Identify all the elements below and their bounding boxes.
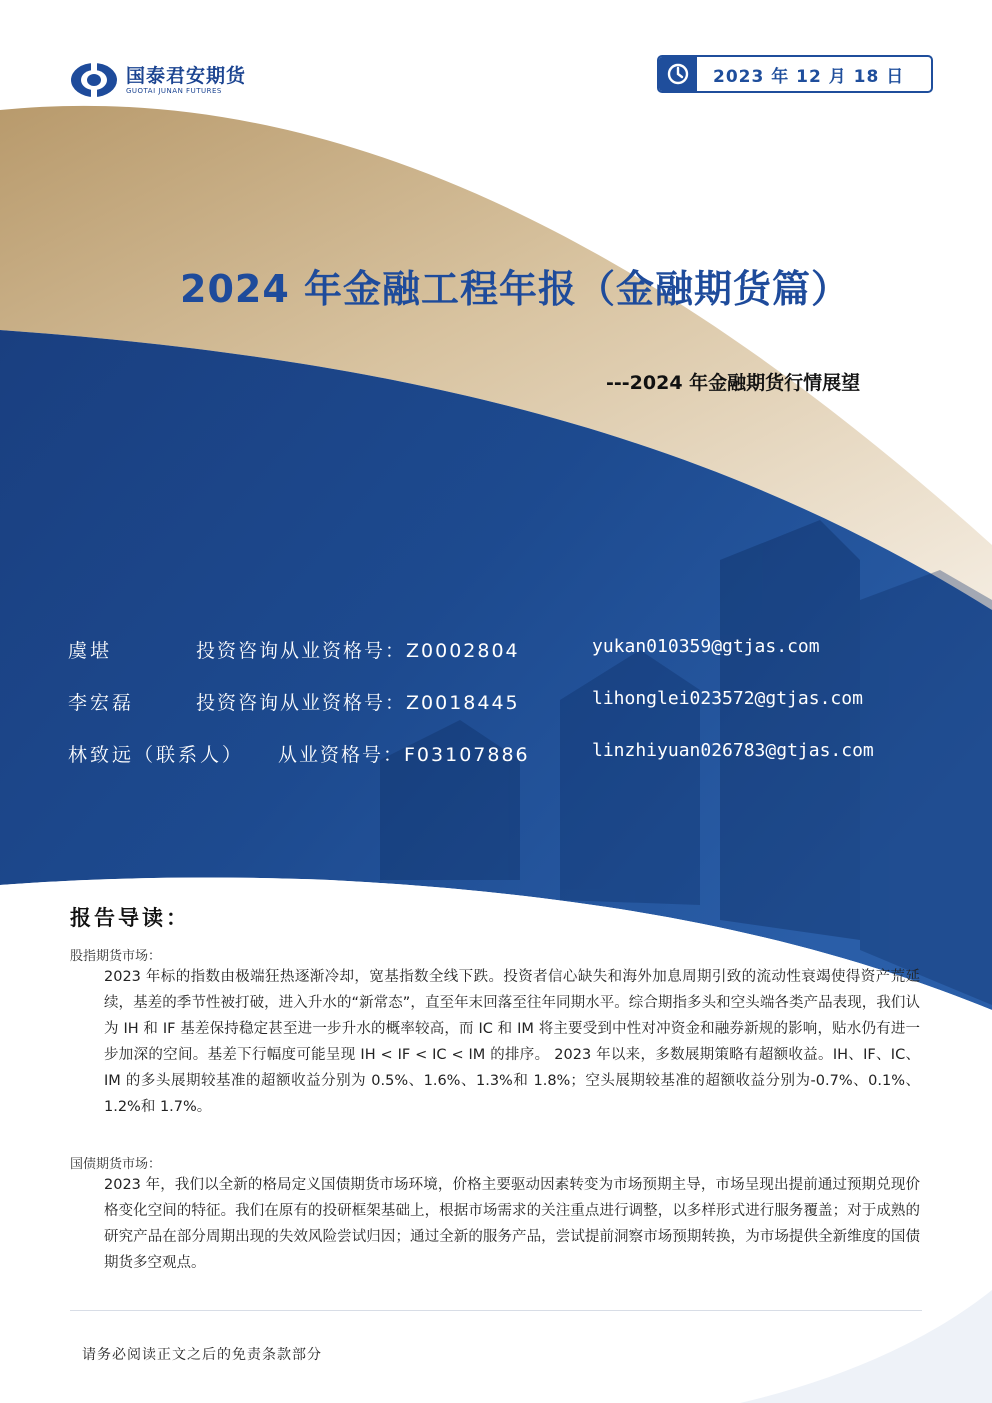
section-label-bond-futures: 国债期货市场：	[70, 1157, 162, 1172]
brand-logo-icon	[70, 62, 118, 98]
analyst-email: linzhiyuan026783@gtjas.com	[592, 740, 874, 761]
section-text-bond-futures: 2023 年，我们以全新的格局定义国债期货市场环境，价格主要驱动因素转变为市场预期主导，市场呈现出提前通过预期兑现价格变化空间的特征。我们在原有的投研框架基础上，根据市场需求的关注重点进行调整，以多样形式进行服务覆盖；对于成熟的研究产品在部分周期出现的失效风险尝试归因；通过全新的服务产品，尝试提前洞察市场预期转换，为市场提供全新维度的国债期货多空观点。	[104, 1177, 920, 1271]
report-date-badge	[657, 55, 933, 93]
report-date: 2023 年 12 月 18 日	[713, 66, 905, 87]
building-shape	[860, 570, 992, 1005]
analyst-license: 从业资格号：F03107886	[278, 744, 530, 766]
footer-divider	[70, 1310, 922, 1311]
analyst-email: yukan010359@gtjas.com	[592, 636, 820, 657]
analyst-name: 虞堪	[68, 640, 113, 662]
report-title: 2024 年金融工程年报（金融期货篇）	[180, 267, 850, 311]
analyst-email: lihonglei023572@gtjas.com	[592, 688, 863, 709]
clock-icon	[667, 63, 689, 85]
building-shape	[720, 520, 860, 940]
analyst-license: 投资咨询从业资格号：Z0002804	[196, 640, 520, 662]
intro-heading: 报告导读：	[70, 905, 190, 930]
analyst-name: 李宏磊	[68, 692, 135, 714]
section-text-index-futures: 2023 年标的指数由极端狂热逐渐冷却，宽基指数全线下跌。投资者信心缺失和海外加息周期引致的流动性衰竭使得资产荒延续，基差的季节性被打破，进入升水的“新常态”，直至年末回落至往年同期水平。综合期指多头和空头端各类产品表现，我们认为 IH 和 IF 基差保持稳定甚至进一步升水的概率较高，而 IC 和 IM 将主要受到中性对冲资金和融券新规的影响，贴水仍有进一步加深的空间。基差下行幅度可能呈现 IH < IF < IC < IM 的排序。 2023 年以来，多数展期策略有超额收益。IH、IF、IC、IM 的多头展期较基准的超额收益分别为 0.5%、1.6%、1.3%和 1.8%；空头展期较基准的超额收益分别为-0.7%、0.1%、1.2%和 1.7%。	[104, 969, 920, 1115]
analyst-license: 投资咨询从业资格号：Z0018445	[196, 692, 520, 714]
analyst-name: 林致远（联系人）	[68, 744, 245, 766]
brand-logo	[70, 62, 246, 98]
report-subtitle: ---2024 年金融期货行情展望	[606, 372, 861, 394]
brand-name-en: GUOTAI JUNAN FUTURES	[126, 86, 222, 95]
disclaimer-note: 请务必阅读正文之后的免责条款部分	[82, 1347, 322, 1363]
section-label-index-futures: 股指期货市场：	[70, 949, 162, 964]
brand-name: 国泰君安期货	[126, 64, 247, 87]
